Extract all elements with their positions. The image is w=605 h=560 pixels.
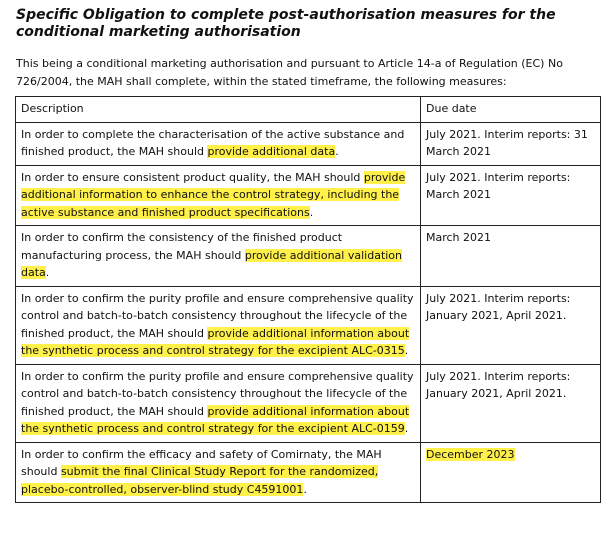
highlighted-text: provide additional information about the synthetic process and control strategy for the excipient ALC-0315 (21, 326, 410, 357)
description-cell (16, 122, 421, 165)
table-row (16, 122, 601, 165)
description-cell (16, 442, 421, 503)
desc-text: In order to complete the characterisation of the active substance and finished product, the MAH should (21, 127, 405, 158)
due-date-cell (421, 364, 601, 442)
due-date-text: July 2021. Interim reports: January 2021, April 2021. (426, 291, 571, 322)
highlighted-text: provide additional data (207, 145, 336, 158)
table-header-row (16, 97, 601, 123)
highlighted-text: submit the final Clinical Study Report for the randomized, placebo-controlled, observer-blind study C4591001 (21, 465, 379, 496)
table-row (16, 165, 601, 226)
obligations-table (15, 96, 601, 503)
table-row (16, 442, 601, 503)
desc-text: . (404, 344, 409, 357)
due-date-cell (421, 122, 601, 165)
desc-text: In order to confirm the purity profile and ensure comprehensive quality control and batch-to-batch consistency throughout the lifecycle of the finished product, the MAH should (21, 291, 414, 340)
highlighted-text: provide additional validation data (21, 248, 403, 279)
table-row (16, 286, 601, 364)
due-date-cell (421, 286, 601, 364)
due-date-text: March 2021 (426, 231, 492, 244)
desc-text: In order to confirm the consistency of the finished product manufacturing process, the MAH should (21, 231, 343, 262)
section-title: Specific Obligation to complete post-authorisation measures for the conditional marketing authorisation (16, 7, 556, 40)
description-cell (16, 165, 421, 226)
table-row (16, 364, 601, 442)
due-date-text-highlighted: December 2023 (426, 447, 515, 461)
highlighted-text: provide additional information to enhance the control strategy, including the active substance and finished product specifications (21, 170, 406, 219)
header-due-date: Due date (421, 97, 601, 123)
desc-text: In order to confirm the efficacy and safety of Comirnaty, the MAH should (21, 447, 382, 478)
due-date-text: July 2021. Interim reports: March 2021 (426, 170, 571, 201)
due-date-cell (421, 442, 601, 503)
due-date-cell (421, 226, 601, 287)
due-date-text: July 2021. Interim reports: 31 March 2021 (426, 127, 588, 158)
description-cell (16, 286, 421, 364)
desc-text: . (45, 266, 50, 279)
due-date-text: July 2021. Interim reports: January 2021, April 2021. (426, 369, 571, 400)
description-cell (16, 226, 421, 287)
desc-text: . (404, 422, 409, 435)
desc-text: In order to confirm the purity profile and ensure comprehensive quality control and batch-to-batch consistency throughout the lifecycle of the finished product, the MAH should (21, 369, 414, 418)
desc-text: . (309, 205, 314, 219)
desc-text: In order to ensure consistent product quality, the MAH should (21, 170, 364, 184)
header-description: Description (16, 97, 421, 123)
desc-text: . (335, 145, 339, 158)
intro-paragraph: This being a conditional marketing authorisation and pursuant to Article 14-a of Regulation (EC) No 726/2004, the MAH shall complete, within the stated timeframe, the following measures: (16, 57, 563, 88)
table-row (16, 226, 601, 287)
desc-text: . (303, 482, 307, 496)
description-cell (16, 364, 421, 442)
highlighted-text: provide additional information about the synthetic process and control strategy for the excipient ALC-0159 (21, 404, 410, 435)
due-date-cell (421, 165, 601, 226)
